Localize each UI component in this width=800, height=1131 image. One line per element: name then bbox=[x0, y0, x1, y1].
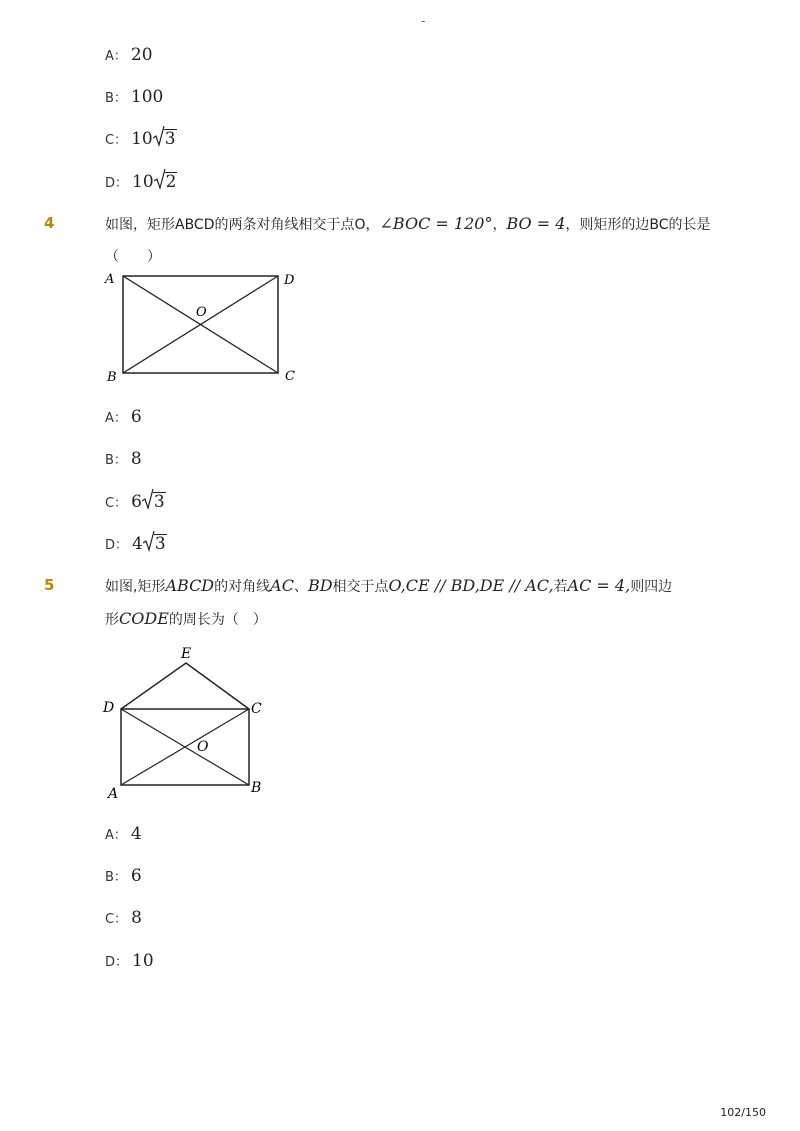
q4-separator: ， bbox=[492, 217, 507, 233]
q5-text-part: 、 bbox=[293, 579, 308, 595]
option-label: B： bbox=[105, 870, 127, 885]
option-label: C： bbox=[105, 496, 128, 511]
q5-option-d[interactable] bbox=[105, 949, 154, 973]
sqrt-expression bbox=[154, 170, 178, 194]
q4-bo-expression: BO = 4 bbox=[506, 214, 566, 233]
option-value: 20 bbox=[130, 45, 153, 65]
option-value bbox=[132, 172, 177, 192]
vertex-label-b: B bbox=[251, 780, 262, 796]
sqrt-radicand: 2 bbox=[165, 172, 177, 192]
vertex-label-a: A bbox=[108, 786, 119, 802]
option-value bbox=[131, 129, 176, 149]
q3-option-a[interactable] bbox=[105, 43, 153, 67]
question-number: 4 bbox=[44, 214, 55, 232]
option-value: 6 bbox=[130, 407, 142, 427]
q5-text-part: 若 bbox=[553, 579, 568, 595]
q5-option-c[interactable] bbox=[105, 906, 142, 930]
sqrt-coefficient: 4 bbox=[132, 534, 143, 554]
option-value: 4 bbox=[130, 824, 142, 844]
option-label: B： bbox=[105, 91, 127, 106]
page-number: 102/150 bbox=[720, 1106, 766, 1119]
vertex-label-d: D bbox=[284, 273, 295, 288]
option-label: D： bbox=[105, 176, 129, 191]
q4-option-c[interactable] bbox=[105, 490, 166, 514]
sqrt-expression bbox=[153, 127, 177, 151]
q4-rectangle-figure bbox=[100, 268, 305, 388]
vertex-label-b: B bbox=[107, 370, 117, 385]
radical-sign-icon bbox=[142, 488, 154, 510]
q5-text-part: 形 bbox=[105, 612, 119, 628]
option-label: C： bbox=[105, 912, 128, 927]
q3-option-b[interactable] bbox=[105, 85, 163, 109]
option-label: A： bbox=[105, 49, 127, 64]
sqrt-expression bbox=[143, 532, 167, 556]
q3-option-c[interactable] bbox=[105, 127, 177, 151]
q5-math-bd: BD bbox=[307, 576, 333, 595]
vertex-label-o: O bbox=[197, 739, 209, 755]
option-label: C： bbox=[105, 133, 128, 148]
question-4-text bbox=[105, 210, 711, 239]
vertex-label-c: C bbox=[285, 369, 295, 384]
question-5-text bbox=[105, 572, 672, 601]
q5-math-abcd: ABCD bbox=[165, 576, 215, 595]
vertex-label-d: D bbox=[103, 700, 115, 716]
q5-option-b[interactable] bbox=[105, 864, 142, 888]
q4-option-b[interactable] bbox=[105, 447, 142, 471]
top-mark: - bbox=[421, 14, 426, 28]
question-number: 5 bbox=[44, 576, 55, 594]
option-label: D： bbox=[105, 955, 129, 970]
q4-option-a[interactable] bbox=[105, 405, 142, 429]
question-5-text-line2 bbox=[105, 605, 267, 634]
q5-figure bbox=[100, 640, 275, 805]
q5-text-part: 的周长为（ ） bbox=[168, 612, 267, 628]
option-label: B： bbox=[105, 453, 127, 468]
option-value: 6 bbox=[130, 866, 142, 886]
q5-text-part: 如图,矩形 bbox=[105, 579, 166, 595]
option-value bbox=[131, 492, 166, 512]
radical-sign-icon bbox=[143, 530, 155, 552]
q5-text-part: 的对角线 bbox=[214, 579, 271, 595]
sqrt-expression bbox=[142, 490, 166, 514]
q5-text-part: 则四边 bbox=[630, 579, 673, 595]
radical-sign-icon bbox=[154, 168, 166, 190]
q3-option-d[interactable] bbox=[105, 170, 177, 194]
option-label: A： bbox=[105, 828, 127, 843]
q5-option-a[interactable] bbox=[105, 822, 142, 846]
q5-math-ac-value: AC = 4, bbox=[567, 576, 631, 595]
option-value: 8 bbox=[131, 908, 142, 928]
q4-option-d[interactable] bbox=[105, 532, 167, 556]
q5-math-code: CODE bbox=[119, 609, 169, 628]
option-value: 8 bbox=[130, 449, 142, 469]
q5-math-ac: AC bbox=[270, 576, 294, 595]
triangle-dec bbox=[121, 663, 249, 709]
q4-text-part: ，则矩形的边BC的长是 bbox=[565, 217, 711, 233]
q5-math-parallels: O,CE // BD,DE // AC, bbox=[388, 576, 554, 595]
q4-text-part: 如图，矩形ABCD的两条对角线相交于点O， bbox=[105, 217, 380, 233]
sqrt-coefficient: 10 bbox=[131, 129, 153, 149]
vertex-label-a: A bbox=[105, 272, 115, 287]
q5-text-part: 相交于点 bbox=[332, 579, 389, 595]
q4-angle-expression: ∠BOC = 120° bbox=[379, 214, 493, 233]
vertex-label-c: C bbox=[251, 701, 262, 717]
question-4-blank: （ ） bbox=[105, 249, 161, 265]
option-label: D： bbox=[105, 538, 129, 553]
sqrt-radicand: 3 bbox=[153, 492, 165, 512]
option-label: A： bbox=[105, 411, 127, 426]
vertex-label-e: E bbox=[181, 646, 192, 662]
option-value: 10 bbox=[132, 951, 154, 971]
option-value: 100 bbox=[130, 87, 164, 107]
radical-sign-icon bbox=[153, 125, 165, 147]
option-value bbox=[132, 534, 167, 554]
vertex-label-o: O bbox=[196, 305, 207, 320]
sqrt-radicand: 3 bbox=[154, 534, 166, 554]
sqrt-radicand: 3 bbox=[164, 129, 176, 149]
sqrt-coefficient: 6 bbox=[131, 492, 142, 512]
sqrt-coefficient: 10 bbox=[132, 172, 154, 192]
